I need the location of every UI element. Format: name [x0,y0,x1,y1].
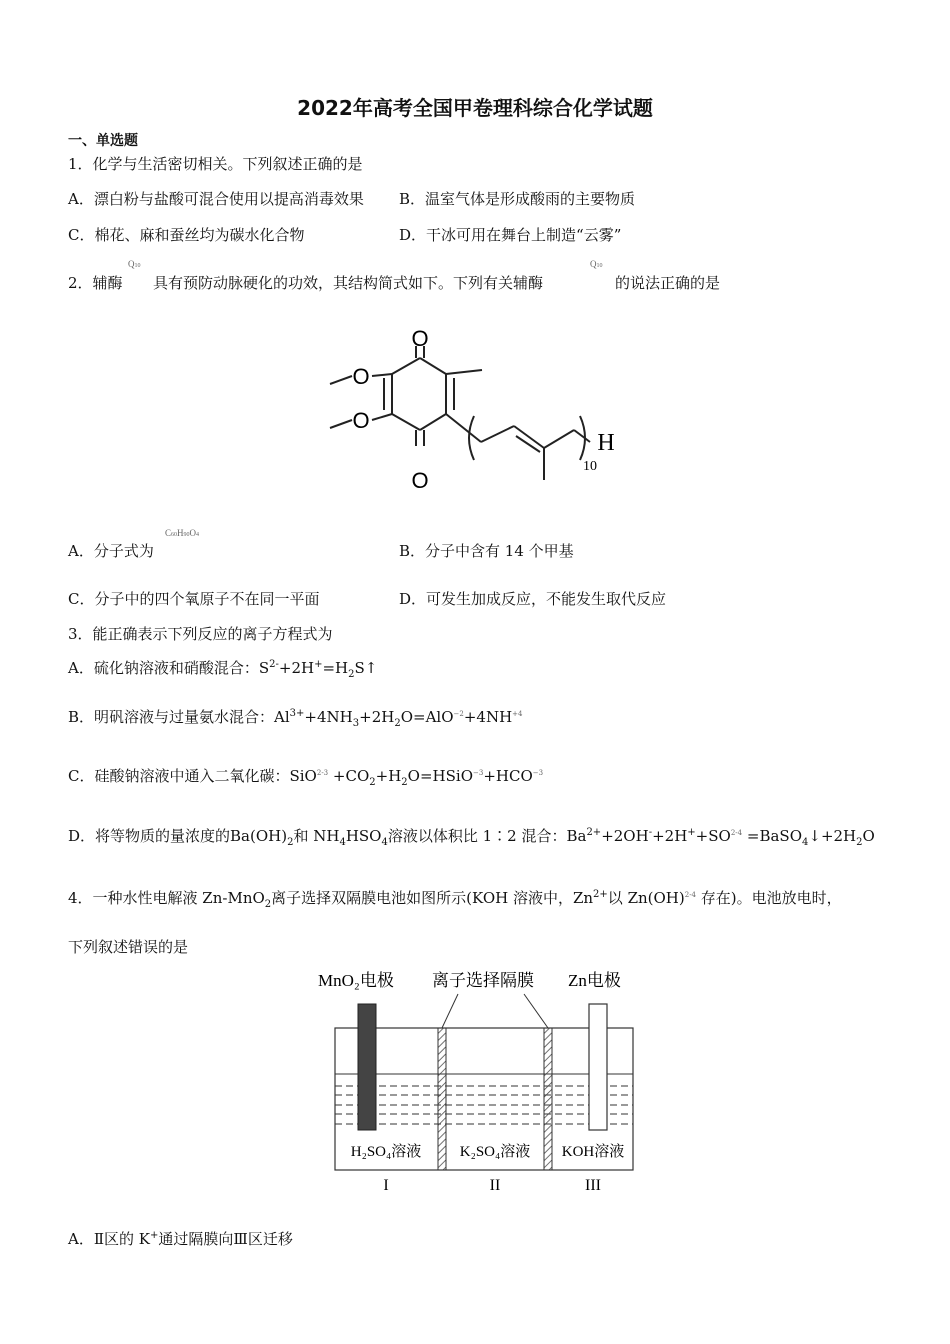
battery-diagram [318,962,648,1200]
q2-stem-a: 2．辅酶 [68,274,123,292]
struct-o-bottom: O [411,468,429,493]
zone-1-label: I [383,1177,389,1194]
q4-option-a: A．Ⅱ区的 K+通过隔膜向Ⅲ区迁移 [68,1230,293,1248]
zone-2-label: II [489,1177,501,1194]
q1-option-c: C．棉花、麻和蚕丝均为碳水化合物 [68,226,305,244]
q1-option-a: A．漂白粉与盐酸可混合使用以提高消毒效果 [68,190,364,208]
mno2-electrode-label: MnO₂电极 [318,971,394,990]
q3-option-d: D．将等物质的量浓度的$Ba(OH)_2$和 $NH_4HSO_4$溶液以体积比 1∶2 混合：$Ba^{2+}+2OH^-+2H^++SO^{2-4}$ $=BaSO_4↓+2H_2O$ [68,827,875,848]
struct-o-left2: O [352,408,370,433]
q2-option-b: B．分子中含有 14 个甲基 [399,542,574,560]
q2-option-d: D．可发生加成反应，不能发生取代反应 [399,590,667,608]
solution-1-label: H₂SO₄溶液 [350,1144,422,1160]
page-title: 2022年高考全国甲卷理科综合化学试题 [297,96,653,120]
membrane-label: 离子选择隔膜 [432,971,534,990]
zn-electrode [589,1004,607,1130]
q3-option-b: B．明矾溶液与过量氨水混合：$Al^{3+}+4NH_3+2H_2O=AlO^{-2}+4NH^{+4}$ [68,708,523,729]
q2-option-c: C．分子中的四个氧原子不在同一平面 [68,590,320,608]
q2-q10-inline: Q10 [128,259,141,269]
q1-option-d: D．干冰可用在舞台上制造“云雾” [399,226,622,244]
struct-o-top: O [411,326,429,351]
solution-2-label: K₂SO₄溶液 [459,1144,531,1160]
q2-q10-inline-2: Q10 [590,259,603,269]
q3-option-a: A．硫化钠溶液和硝酸混合：$S^{2-}+2H^+=H_2S↑$ [68,659,378,680]
q2-formula: C60H90O4 [165,528,200,538]
q4-stem-2: 下列叙述错误的是 [68,938,189,956]
solution-3-label: KOH溶液 [561,1144,625,1160]
struct-subscript-10: 10 [583,459,597,474]
q3-stem: 3．能正确表示下列反应的离子方程式为 [68,625,333,643]
q1-stem: 1．化学与生活密切相关。下列叙述正确的是 [68,155,363,173]
q3-option-c: C．硅酸钠溶液中通入二氧化碳：$SiO^{2-3} +CO_2+H_2O=HSiO^{-3}+HCO^{-3}$ [68,767,544,788]
struct-h: H [597,430,615,456]
zone-3-label: III [585,1177,601,1194]
coenzyme-q10-structure [318,318,628,498]
section-heading: 一、单选题 [68,133,138,149]
q2-option-a: A．分子式为 [68,542,154,560]
zn-electrode-label: Zn电极 [568,971,621,990]
q1-option-b: B．温室气体是形成酸雨的主要物质 [399,190,636,208]
mno2-electrode [358,1004,376,1130]
q2-stem-b: 具有预防动脉硬化的功效，其结构简式如下。下列有关辅酶 [153,274,544,292]
q2-stem-c: 的说法正确的是 [615,274,721,292]
q4-stem: 4．一种水性电解液 Zn-MnO$_2$离子选择双隔膜电池如图所示(KOH 溶液中，$Zn^{2+}$以 Zn(OH)$^{2-4}$ 存在)。电池放电时， [68,889,842,910]
struct-o-left1: O [352,364,370,389]
